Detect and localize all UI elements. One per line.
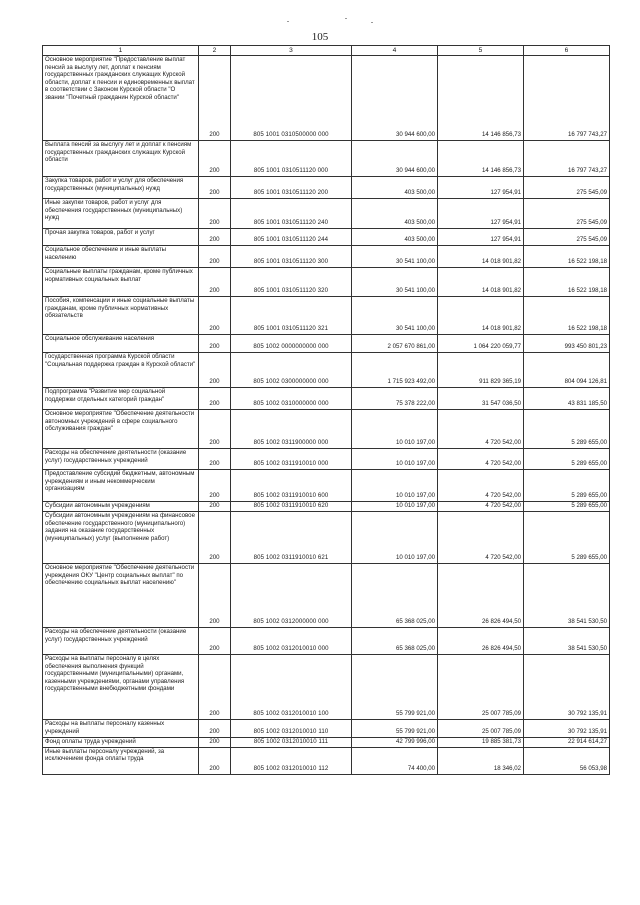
row-approved-cell: 30 541 100,00 [352, 268, 438, 297]
row-classification-cell: 805 1002 0312010010 111 [231, 738, 352, 748]
row-classification-cell: 805 1001 0310511120 320 [231, 268, 352, 297]
row-code-cell: 200 [199, 410, 231, 449]
row-name-cell: Расходы на выплаты персоналу казенных учреждений [43, 720, 199, 738]
row-name-cell: Предоставление субсидий бюджетным, автономным учреждениям и иным некоммерческим организациям [43, 470, 199, 502]
row-name-cell: Расходы на выплаты персоналу в целях обеспечения выполнения функций государственными (муниципальными) органами, казенными учреждениями, органами управления государственными внебюджетными фондами [43, 655, 199, 720]
row-name-cell: Фонд оплаты труда учреждений [43, 738, 199, 748]
row-approved-cell: 10 010 197,00 [352, 410, 438, 449]
row-unexecuted-cell: 16 797 743,27 [524, 56, 610, 141]
row-classification-cell: 805 1002 0300000000 000 [231, 353, 352, 388]
row-approved-cell: 10 010 197,00 [352, 470, 438, 502]
row-name-cell: Основное мероприятие "Обеспечение деятельности автономных учреждений в сфере социального обслуживания граждан" [43, 410, 199, 449]
row-classification-cell: 805 1002 0312010010 110 [231, 720, 352, 738]
row-code-cell: 200 [199, 449, 231, 470]
row-approved-cell: 30 944 600,00 [352, 141, 438, 177]
budget-table [42, 45, 610, 775]
row-executed-cell: 18 346,02 [438, 747, 524, 774]
column-header-4: 4 [352, 46, 438, 56]
row-approved-cell: 2 057 670 861,00 [352, 335, 438, 353]
row-code-cell: 200 [199, 747, 231, 774]
table-row [43, 177, 610, 199]
page-number: 105 [311, 31, 329, 43]
row-classification-cell: 805 1002 0311910010 000 [231, 449, 352, 470]
row-code-cell: 200 [199, 720, 231, 738]
row-approved-cell: 42 799 996,00 [352, 738, 438, 748]
row-classification-cell: 805 1002 0310000000 000 [231, 388, 352, 410]
row-code-cell: 200 [199, 335, 231, 353]
table-row [43, 335, 610, 353]
row-unexecuted-cell: 5 289 655,00 [524, 470, 610, 502]
table-row [43, 199, 610, 229]
row-name-cell: Выплата пенсий за выслугу лет и доплат к пенсиям государственных гражданских служащих Курской области [43, 141, 199, 177]
row-name-cell: Расходы на обеспечение деятельности (оказание услуг) государственных учреждений [43, 449, 199, 470]
table-row [43, 410, 610, 449]
table-row [43, 56, 610, 141]
row-executed-cell: 4 720 542,00 [438, 449, 524, 470]
table-row [43, 502, 610, 512]
row-code-cell: 200 [199, 56, 231, 141]
table-row [43, 655, 610, 720]
row-executed-cell: 911 829 365,19 [438, 353, 524, 388]
row-name-cell: Пособия, компенсации и иные социальные выплаты гражданам, кроме публичных нормативных обязательств [43, 297, 199, 335]
column-header-6: 6 [524, 46, 610, 56]
row-executed-cell: 4 720 542,00 [438, 502, 524, 512]
row-code-cell: 200 [199, 655, 231, 720]
column-header-1: 1 [43, 46, 199, 56]
row-classification-cell: 805 1002 0312010010 100 [231, 655, 352, 720]
table-row [43, 470, 610, 502]
row-executed-cell: 4 720 542,00 [438, 512, 524, 564]
row-classification-cell: 805 1002 0311910010 620 [231, 502, 352, 512]
row-code-cell: 200 [199, 628, 231, 655]
row-classification-cell: 805 1002 0311910010 600 [231, 470, 352, 502]
row-code-cell: 200 [199, 470, 231, 502]
row-approved-cell: 403 500,00 [352, 177, 438, 199]
row-unexecuted-cell: 16 522 198,18 [524, 246, 610, 268]
row-code-cell: 200 [199, 141, 231, 177]
row-unexecuted-cell: 5 289 655,00 [524, 410, 610, 449]
row-unexecuted-cell: 43 831 185,50 [524, 388, 610, 410]
scan-speck [345, 18, 347, 19]
row-unexecuted-cell: 275 545,09 [524, 199, 610, 229]
row-unexecuted-cell: 22 914 614,27 [524, 738, 610, 748]
row-executed-cell: 14 018 901,82 [438, 246, 524, 268]
row-code-cell: 200 [199, 512, 231, 564]
row-code-cell: 200 [199, 388, 231, 410]
row-unexecuted-cell: 16 522 198,18 [524, 268, 610, 297]
table-row [43, 720, 610, 738]
row-executed-cell: 4 720 542,00 [438, 470, 524, 502]
table-row [43, 747, 610, 774]
row-approved-cell: 10 010 197,00 [352, 502, 438, 512]
row-executed-cell: 127 954,91 [438, 177, 524, 199]
row-name-cell: Подпрограмма "Развитие мер социальной поддержки отдельных категорий граждан" [43, 388, 199, 410]
table-row [43, 141, 610, 177]
table-row [43, 353, 610, 388]
row-name-cell: Субсидии автономным учреждениям [43, 502, 199, 512]
column-number-row [43, 46, 610, 56]
row-code-cell: 200 [199, 353, 231, 388]
table-row [43, 564, 610, 628]
row-name-cell: Государственная программа Курской области "Социальная поддержка граждан в Курской области" [43, 353, 199, 388]
row-classification-cell: 805 1001 0310511120 200 [231, 177, 352, 199]
row-code-cell: 200 [199, 564, 231, 628]
row-unexecuted-cell: 30 792 135,91 [524, 655, 610, 720]
table-row [43, 246, 610, 268]
row-approved-cell: 65 368 025,00 [352, 564, 438, 628]
row-unexecuted-cell: 804 094 126,81 [524, 353, 610, 388]
budget-table-body [43, 46, 610, 775]
row-code-cell: 200 [199, 229, 231, 246]
table-row [43, 297, 610, 335]
row-approved-cell: 10 010 197,00 [352, 512, 438, 564]
column-header-3: 3 [231, 46, 352, 56]
row-unexecuted-cell: 16 522 198,18 [524, 297, 610, 335]
row-unexecuted-cell: 5 289 655,00 [524, 449, 610, 470]
row-unexecuted-cell: 30 792 135,91 [524, 720, 610, 738]
row-classification-cell: 805 1001 0310500000 000 [231, 56, 352, 141]
row-unexecuted-cell: 56 053,98 [524, 747, 610, 774]
row-classification-cell: 805 1002 0312010010 000 [231, 628, 352, 655]
row-approved-cell: 75 378 222,00 [352, 388, 438, 410]
row-classification-cell: 805 1001 0310511120 000 [231, 141, 352, 177]
table-row [43, 512, 610, 564]
row-classification-cell: 805 1001 0310511120 240 [231, 199, 352, 229]
row-approved-cell: 30 541 100,00 [352, 297, 438, 335]
row-executed-cell: 25 007 785,09 [438, 720, 524, 738]
row-code-cell: 200 [199, 199, 231, 229]
row-unexecuted-cell: 5 289 655,00 [524, 502, 610, 512]
row-name-cell: Основное мероприятие "Обеспечение деятельности учреждения ОКУ "Центр социальных выплат" по обеспечению социальных выплат населению" [43, 564, 199, 628]
row-unexecuted-cell: 275 545,09 [524, 229, 610, 246]
row-unexecuted-cell: 38 541 530,50 [524, 564, 610, 628]
column-header-2: 2 [199, 46, 231, 56]
row-approved-cell: 30 944 600,00 [352, 56, 438, 141]
table-row [43, 268, 610, 297]
row-name-cell: Закупка товаров, работ и услуг для обеспечения государственных (муниципальных) нужд [43, 177, 199, 199]
row-approved-cell: 30 541 100,00 [352, 246, 438, 268]
table-row [43, 388, 610, 410]
row-classification-cell: 805 1001 0310511120 321 [231, 297, 352, 335]
table-row [43, 229, 610, 246]
row-name-cell: Расходы на обеспечение деятельности (оказание услуг) государственных учреждений [43, 628, 199, 655]
row-classification-cell: 805 1001 0310511120 244 [231, 229, 352, 246]
row-executed-cell: 26 826 494,50 [438, 628, 524, 655]
row-approved-cell: 10 010 197,00 [352, 449, 438, 470]
row-executed-cell: 127 954,91 [438, 229, 524, 246]
row-unexecuted-cell: 993 450 801,23 [524, 335, 610, 353]
row-approved-cell: 1 715 923 492,00 [352, 353, 438, 388]
row-name-cell: Прочая закупка товаров, работ и услуг [43, 229, 199, 246]
row-executed-cell: 14 146 856,73 [438, 141, 524, 177]
row-name-cell: Социальное обслуживание населения [43, 335, 199, 353]
row-classification-cell: 805 1002 0000000000 000 [231, 335, 352, 353]
row-code-cell: 200 [199, 177, 231, 199]
row-code-cell: 200 [199, 502, 231, 512]
column-header-5: 5 [438, 46, 524, 56]
row-approved-cell: 403 500,00 [352, 229, 438, 246]
row-code-cell: 200 [199, 738, 231, 748]
table-row [43, 738, 610, 748]
row-executed-cell: 127 954,91 [438, 199, 524, 229]
row-name-cell: Социальные выплаты гражданам, кроме публичных нормативных социальных выплат [43, 268, 199, 297]
row-name-cell: Социальное обеспечение и иные выплаты населению [43, 246, 199, 268]
row-name-cell: Иные выплаты персоналу учреждений, за исключением фонда оплаты труда [43, 747, 199, 774]
row-classification-cell: 805 1002 0311900000 000 [231, 410, 352, 449]
scan-speck [287, 21, 289, 22]
row-name-cell: Основное мероприятие "Предоставление выплат пенсий за выслугу лет, доплат к пенсиям государственных гражданских служащих Курской области, доплат к пенсии и единовременных выплат в соответствии с Законом Курской области "О звании "Почетный гражданин Курской области" [43, 56, 199, 141]
row-unexecuted-cell: 38 541 530,50 [524, 628, 610, 655]
table-row [43, 449, 610, 470]
row-approved-cell: 55 799 921,00 [352, 655, 438, 720]
row-approved-cell: 74 400,00 [352, 747, 438, 774]
row-executed-cell: 25 007 785,09 [438, 655, 524, 720]
row-executed-cell: 14 018 901,82 [438, 297, 524, 335]
row-executed-cell: 26 826 494,50 [438, 564, 524, 628]
row-classification-cell: 805 1002 0312010010 112 [231, 747, 352, 774]
row-approved-cell: 403 500,00 [352, 199, 438, 229]
scan-speck [371, 22, 373, 23]
row-name-cell: Иные закупки товаров, работ и услуг для обеспечения государственных (муниципальных) нужд [43, 199, 199, 229]
row-name-cell: Субсидии автономным учреждениям на финансовое обеспечение государственного (муниципального) задания на оказание государственных (муниципальных) услуг (выполнение работ) [43, 512, 199, 564]
row-classification-cell: 805 1002 0312000000 000 [231, 564, 352, 628]
table-row [43, 628, 610, 655]
row-executed-cell: 4 720 542,00 [438, 410, 524, 449]
row-code-cell: 200 [199, 297, 231, 335]
row-code-cell: 200 [199, 246, 231, 268]
row-executed-cell: 14 146 856,73 [438, 56, 524, 141]
row-unexecuted-cell: 16 797 743,27 [524, 141, 610, 177]
row-classification-cell: 805 1002 0311910010 621 [231, 512, 352, 564]
row-approved-cell: 65 368 025,00 [352, 628, 438, 655]
row-executed-cell: 19 885 381,73 [438, 738, 524, 748]
row-unexecuted-cell: 275 545,09 [524, 177, 610, 199]
row-approved-cell: 55 799 921,00 [352, 720, 438, 738]
row-unexecuted-cell: 5 289 655,00 [524, 512, 610, 564]
row-executed-cell: 14 018 901,82 [438, 268, 524, 297]
row-classification-cell: 805 1001 0310511120 300 [231, 246, 352, 268]
row-code-cell: 200 [199, 268, 231, 297]
row-executed-cell: 1 064 220 059,77 [438, 335, 524, 353]
row-executed-cell: 31 547 036,50 [438, 388, 524, 410]
